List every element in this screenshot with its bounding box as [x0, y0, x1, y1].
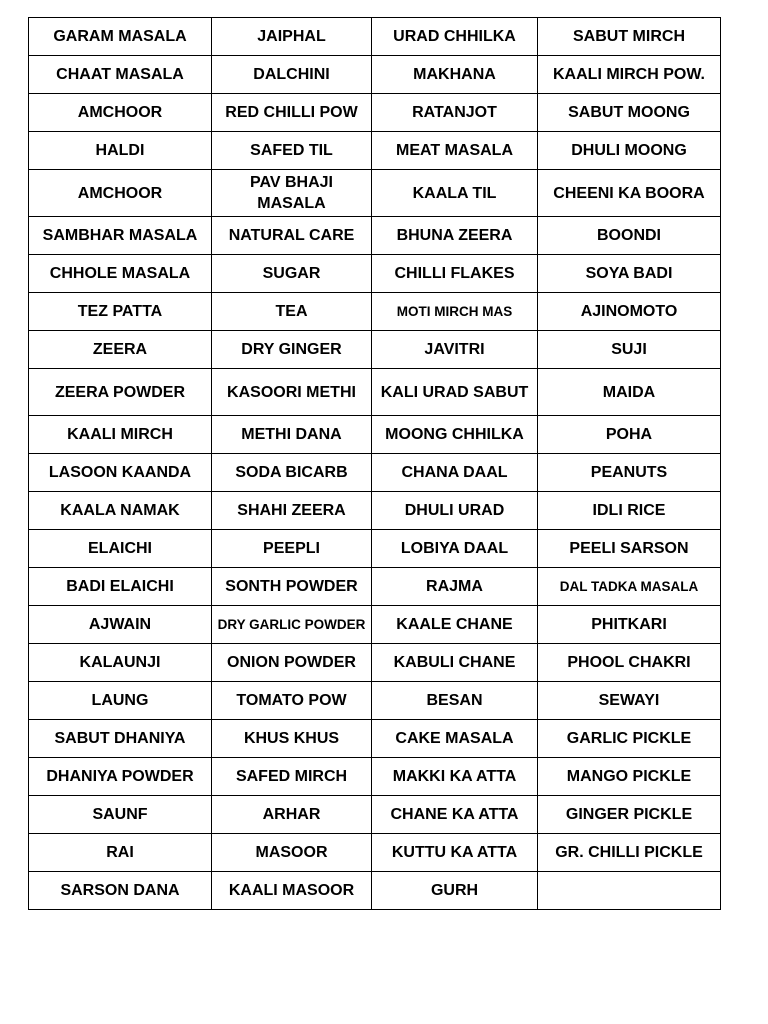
table-row	[29, 720, 721, 758]
table-cell: KHUS KHUS	[212, 720, 372, 758]
table-cell: KABULI CHANE	[372, 644, 538, 682]
table-cell: PEEPLI	[212, 530, 372, 568]
table-cell: GURH	[372, 872, 538, 910]
table-cell: PHITKARI	[538, 606, 721, 644]
table-row	[29, 331, 721, 369]
table-cell: JAVITRI	[372, 331, 538, 369]
table-cell: KASOORI METHI	[212, 369, 372, 416]
table-cell: DALCHINI	[212, 56, 372, 94]
table-cell: KALAUNJI	[29, 644, 212, 682]
table-cell: SABUT MOONG	[538, 94, 721, 132]
table-cell: SAUNF	[29, 796, 212, 834]
table-cell: LAUNG	[29, 682, 212, 720]
table-cell: SAFED TIL	[212, 132, 372, 170]
table-cell: PEANUTS	[538, 454, 721, 492]
table-cell: KAALA NAMAK	[29, 492, 212, 530]
table-row	[29, 454, 721, 492]
table-cell: AMCHOOR	[29, 94, 212, 132]
table-cell: BESAN	[372, 682, 538, 720]
table-cell: RAI	[29, 834, 212, 872]
table-cell: IDLI RICE	[538, 492, 721, 530]
table-cell: DAL TADKA MASALA	[538, 568, 721, 606]
table-cell: BHUNA ZEERA	[372, 217, 538, 255]
table-cell: KAALI MIRCH	[29, 416, 212, 454]
table-cell: MANGO PICKLE	[538, 758, 721, 796]
table-cell: DRY GINGER	[212, 331, 372, 369]
table-row	[29, 369, 721, 416]
table-row	[29, 568, 721, 606]
table-cell: PEELI SARSON	[538, 530, 721, 568]
table-cell	[538, 872, 721, 910]
table-cell: CHANA DAAL	[372, 454, 538, 492]
table-cell: SABUT MIRCH	[538, 18, 721, 56]
table-cell: CAKE MASALA	[372, 720, 538, 758]
table-cell: PAV BHAJI MASALA	[212, 170, 372, 217]
table-cell: GR. CHILLI PICKLE	[538, 834, 721, 872]
table-row	[29, 56, 721, 94]
table-cell: MAKKI KA ATTA	[372, 758, 538, 796]
table-cell: SARSON DANA	[29, 872, 212, 910]
table-row	[29, 18, 721, 56]
table-cell: SAFED MIRCH	[212, 758, 372, 796]
table-cell: SOYA BADI	[538, 255, 721, 293]
table-cell: HALDI	[29, 132, 212, 170]
table-cell: GARAM MASALA	[29, 18, 212, 56]
table-cell: METHI DANA	[212, 416, 372, 454]
table-cell: CHEENI KA BOORA	[538, 170, 721, 217]
table-cell: MAKHANA	[372, 56, 538, 94]
grocery-items-table	[28, 17, 721, 910]
table-row	[29, 530, 721, 568]
table-row	[29, 644, 721, 682]
table-cell: TEZ PATTA	[29, 293, 212, 331]
table-row	[29, 872, 721, 910]
table-row	[29, 682, 721, 720]
table-row	[29, 834, 721, 872]
table-cell: KALI URAD SABUT	[372, 369, 538, 416]
table-cell: CHHOLE MASALA	[29, 255, 212, 293]
table-cell: RATANJOT	[372, 94, 538, 132]
table-cell: SAMBHAR MASALA	[29, 217, 212, 255]
table-row	[29, 796, 721, 834]
table-cell: AMCHOOR	[29, 170, 212, 217]
table-cell: SHAHI ZEERA	[212, 492, 372, 530]
table-cell: TOMATO POW	[212, 682, 372, 720]
table-cell: DHULI MOONG	[538, 132, 721, 170]
table-cell: PHOOL CHAKRI	[538, 644, 721, 682]
table-cell: DHULI URAD	[372, 492, 538, 530]
table-cell: KAALI MASOOR	[212, 872, 372, 910]
table-cell: DHANIYA POWDER	[29, 758, 212, 796]
table-cell: NATURAL CARE	[212, 217, 372, 255]
table-cell: AJWAIN	[29, 606, 212, 644]
table-row	[29, 255, 721, 293]
table-row	[29, 416, 721, 454]
table-row	[29, 217, 721, 255]
table-cell: LOBIYA DAAL	[372, 530, 538, 568]
table-cell: LASOON KAANDA	[29, 454, 212, 492]
table-cell: GARLIC PICKLE	[538, 720, 721, 758]
table-cell: ELAICHI	[29, 530, 212, 568]
table-cell: MAIDA	[538, 369, 721, 416]
table-cell: BADI ELAICHI	[29, 568, 212, 606]
table-cell: BOONDI	[538, 217, 721, 255]
table-cell: TEA	[212, 293, 372, 331]
table-cell: SUJI	[538, 331, 721, 369]
table-cell: KAALA TIL	[372, 170, 538, 217]
table-row	[29, 170, 721, 217]
table-row	[29, 293, 721, 331]
table-cell: GINGER PICKLE	[538, 796, 721, 834]
table-cell: MEAT MASALA	[372, 132, 538, 170]
table-cell: DRY GARLIC POWDER	[212, 606, 372, 644]
table-row	[29, 492, 721, 530]
grocery-list-sheet	[28, 17, 721, 910]
table-cell: CHAAT MASALA	[29, 56, 212, 94]
table-cell: SUGAR	[212, 255, 372, 293]
table-cell: KUTTU KA ATTA	[372, 834, 538, 872]
table-cell: CHANE KA ATTA	[372, 796, 538, 834]
table-cell: SEWAYI	[538, 682, 721, 720]
table-cell: ONION POWDER	[212, 644, 372, 682]
table-cell: MOTI MIRCH MAS	[372, 293, 538, 331]
grocery-table-body	[29, 18, 721, 910]
table-cell: POHA	[538, 416, 721, 454]
table-cell: SABUT DHANIYA	[29, 720, 212, 758]
table-cell: KAALE CHANE	[372, 606, 538, 644]
table-row	[29, 606, 721, 644]
table-cell: SODA BICARB	[212, 454, 372, 492]
table-cell: MOONG CHHILKA	[372, 416, 538, 454]
table-cell: AJINOMOTO	[538, 293, 721, 331]
table-cell: ARHAR	[212, 796, 372, 834]
table-cell: SONTH POWDER	[212, 568, 372, 606]
table-cell: CHILLI FLAKES	[372, 255, 538, 293]
table-cell: JAIPHAL	[212, 18, 372, 56]
table-cell: RAJMA	[372, 568, 538, 606]
table-cell: KAALI MIRCH POW.	[538, 56, 721, 94]
table-cell: ZEERA POWDER	[29, 369, 212, 416]
table-row	[29, 94, 721, 132]
table-cell: MASOOR	[212, 834, 372, 872]
table-row	[29, 758, 721, 796]
table-cell: ZEERA	[29, 331, 212, 369]
table-row	[29, 132, 721, 170]
table-cell: RED CHILLI POW	[212, 94, 372, 132]
table-cell: URAD CHHILKA	[372, 18, 538, 56]
